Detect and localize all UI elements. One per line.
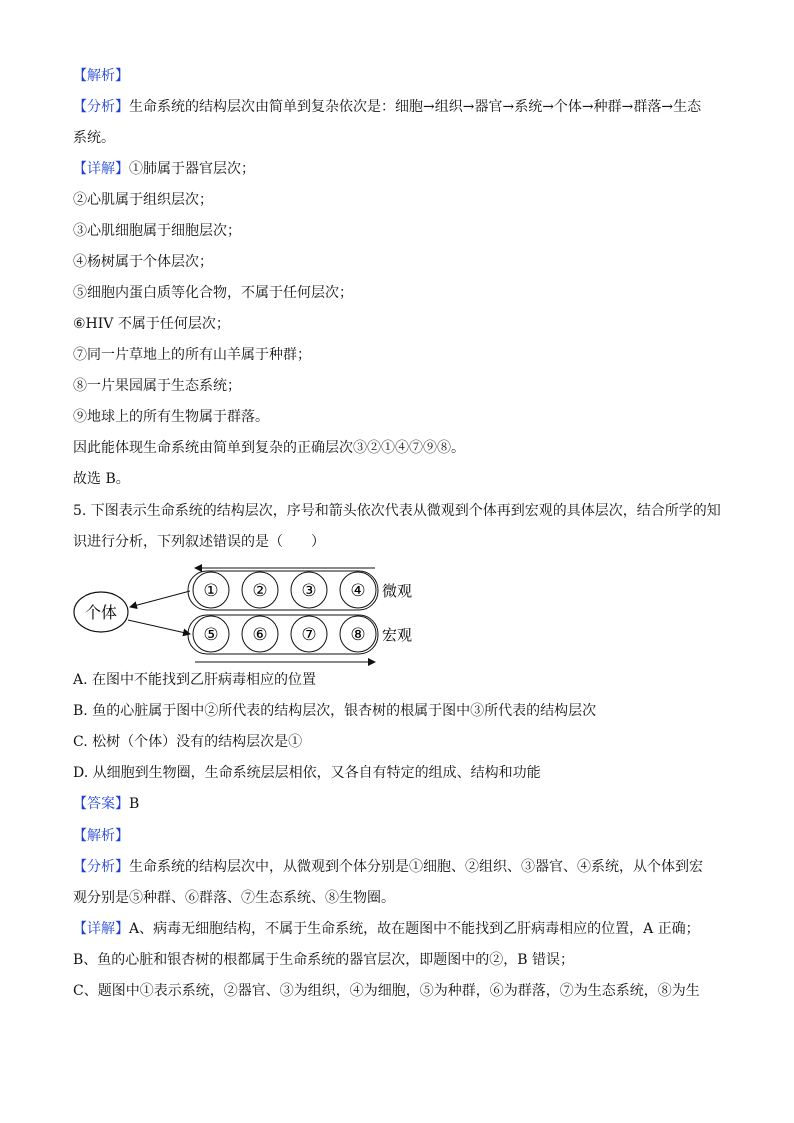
analysis-label: 【分析】 [73, 859, 129, 875]
option-d: D. 从细胞到生物圈，生命系统层层相依，又各自有特定的组成、结构和功能 [73, 765, 541, 781]
analysis-paragraph [73, 857, 703, 877]
analysis-label: 【分析】 [73, 99, 129, 115]
detail-label: 【详解】 [73, 161, 129, 177]
analysis-heading: 【解析】 [73, 68, 129, 84]
detail-line: ③心肌细胞属于细胞层次； [73, 223, 241, 239]
analysis-text-cont: 系统。 [73, 130, 115, 146]
detail-conclusion: 因此能体现生命系统由简单到复杂的正确层次③②①④⑦⑨⑧。 [73, 440, 465, 456]
detail-line: ⑧一片果园属于生态系统； [73, 378, 241, 394]
analysis-paragraph [73, 97, 701, 117]
level-number: ① [203, 581, 219, 601]
top-connector [130, 591, 190, 607]
individual-label: 个体 [84, 603, 118, 622]
detail-line: ⑥HIV 不属于任何层次； [73, 316, 230, 332]
detail-line: ④杨树属于个体层次； [73, 254, 213, 270]
option-c: C. 松树（个体）没有的结构层次是① [73, 734, 303, 750]
detail-line: ①肺属于器官层次； [129, 161, 255, 177]
answer-value: B [129, 796, 140, 812]
option-b: B. 鱼的心脏属于图中②所代表的结构层次，银杏树的根属于图中③所代表的结构层次 [73, 703, 597, 719]
answer-label: 【答案】 [73, 796, 129, 812]
question-stem-cont: 识进行分析，下列叙述错误的是（ ） [73, 534, 325, 550]
analysis-text: 生命系统的结构层次中，从微观到个体分别是①细胞、②组织、③器官、④系统，从个体到宏 [129, 859, 703, 875]
analysis-text-cont: 观分别是⑤种群、⑥群落、⑦生态系统、⑧生物圈。 [73, 890, 395, 906]
detail-line: ②心肌属于组织层次； [73, 192, 213, 208]
detail-line: ⑦同一片草地上的所有山羊属于种群； [73, 347, 311, 363]
macro-label: 宏观 [382, 626, 413, 644]
level-number: ⑦ [301, 625, 317, 645]
analysis-text: 生命系统的结构层次由简单到复杂依次是：细胞→组织→器官→系统→个体→种群→群落→生态 [129, 99, 702, 115]
bottom-connector [128, 620, 190, 634]
life-levels-diagram [70, 560, 430, 670]
option-a: A. 在图中不能找到乙肝病毒相应的位置 [73, 672, 317, 688]
detail-line: ⑨地球上的所有生物属于群落。 [73, 409, 269, 425]
answer-line [73, 794, 139, 814]
level-number: ⑥ [252, 625, 268, 645]
analysis-heading: 【解析】 [73, 828, 129, 844]
detail-text-b: B、鱼的心脏和银杏树的根都属于生命系统的器官层次，即题图中的②，B 错误； [73, 952, 575, 968]
question-stem: 5. 下图表示生命系统的结构层次，序号和箭头依次代表从微观到个体再到宏观的具体层次，结合所学的知 [73, 503, 721, 519]
detail-label: 【详解】 [73, 921, 129, 937]
level-number: ③ [301, 581, 317, 601]
level-number: ② [252, 581, 268, 601]
detail-text: A、病毒无细胞结构，不属于生命系统，故在题图中不能找到乙肝病毒相应的位置，A 正确； [129, 921, 700, 937]
detail-paragraph [73, 159, 255, 179]
detail-choice: 故选 B。 [73, 471, 130, 487]
micro-label: 微观 [382, 582, 413, 600]
detail-line: ⑤细胞内蛋白质等化合物，不属于任何层次； [73, 285, 353, 301]
level-number: ④ [350, 581, 366, 601]
detail-text-c: C、题图中①表示系统，②器官、③为组织，④为细胞，⑤为种群，⑥为群落，⑦为生态系统，⑧为生 [73, 983, 700, 999]
level-number: ⑧ [350, 625, 366, 645]
level-number: ⑤ [203, 625, 219, 645]
detail-paragraph [73, 919, 700, 939]
